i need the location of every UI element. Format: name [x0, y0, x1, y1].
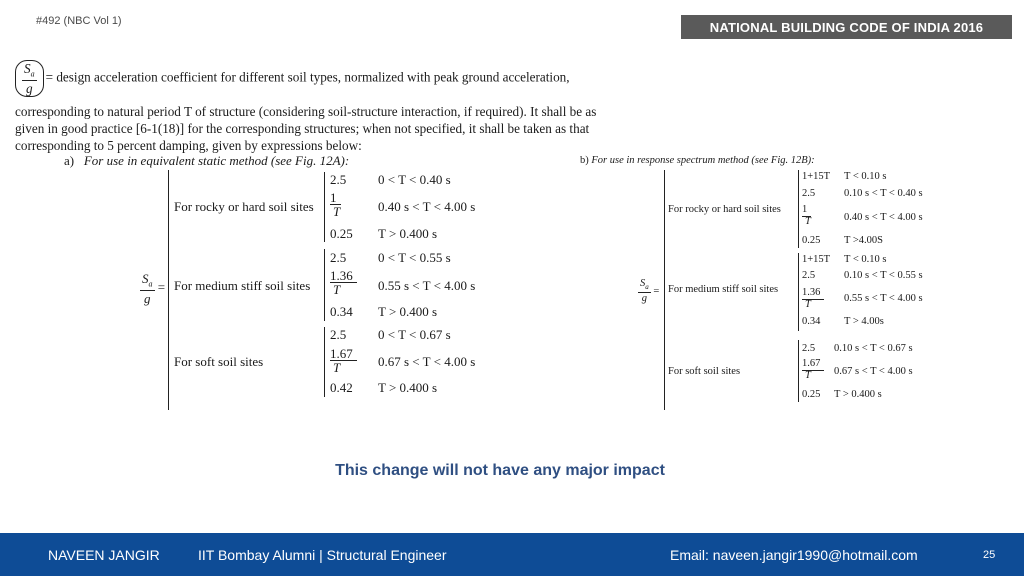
b-soft-cond-3: T > 0.400 s: [834, 389, 882, 400]
a-soft-cond-3: T > 0.400 s: [378, 380, 438, 395]
b-soft-cond-1: 0.10 s < T < 0.67 s: [834, 343, 913, 354]
a-medium-cond-1: 0 < T < 0.55 s: [378, 250, 451, 265]
page-number: 25: [983, 549, 996, 561]
section-b-label-rocky: For rocky or hard soil sites: [668, 204, 781, 215]
b-rocky-coef-3: $\frac{1}{T}$: [802, 204, 811, 227]
section-a-brace-rocky: [324, 172, 325, 242]
b-soft-cond-2: 0.67 s < T < 4.00 s: [834, 366, 913, 377]
b-medium-cond-1: T < 0.10 s: [844, 254, 887, 265]
b-soft-coef-2: $\frac{1.67}{T}$: [802, 358, 824, 381]
b-rocky-cond-3: 0.40 s < T < 4.00 s: [844, 212, 923, 223]
definition-paragraph: [15, 60, 615, 154]
section-a-brace-medium: [324, 249, 325, 321]
b-soft-coef-3: 0.25: [802, 389, 821, 400]
a-soft-coef-1: 2.5: [330, 327, 347, 342]
a-medium-cond-2: 0.55 s < T < 4.00 s: [378, 278, 476, 293]
section-b-label-medium: For medium stiff soil sites: [668, 284, 779, 295]
b-medium-cond-4: T > 4.00s: [844, 316, 884, 327]
a-medium-cond-3: T > 0.400 s: [378, 304, 438, 319]
b-rocky-coef-1: 1+15T: [802, 171, 831, 182]
a-rocky-coef-1: 2.5: [330, 172, 347, 187]
a-rocky-cond-3: T > 0.400 s: [378, 226, 438, 241]
section-a-label-medium: For medium stiff soil sites: [174, 278, 311, 293]
author-name: NAVEEN JANGIR: [48, 547, 160, 563]
a-medium-coef-3: 0.34: [330, 304, 353, 319]
a-medium-coef-1: 2.5: [330, 250, 347, 265]
definition-line1: = design acceleration coefficient for different soil types, normalized with peak ground acceleration,: [45, 69, 570, 85]
section-b-brace-medium: [798, 253, 799, 331]
b-rocky-cond-1: T < 0.10 s: [844, 171, 887, 182]
a-rocky-cond-2: 0.40 s < T < 4.00 s: [378, 199, 476, 214]
a-soft-cond-1: 0 < T < 0.67 s: [378, 327, 451, 342]
b-medium-coef-1: 1+15T: [802, 254, 831, 265]
section-b-brace-soft: [798, 340, 799, 402]
slide-reference: #492 (NBC Vol 1): [36, 15, 122, 27]
author-role: IIT Bombay Alumni | Structural Engineer: [198, 547, 447, 563]
section-a-label-soft: For soft soil sites: [174, 354, 264, 369]
code-title-badge: NATIONAL BUILDING CODE OF INDIA 2016: [681, 15, 1012, 39]
section-b-heading: b) For use in response spectrum method (see Fig. 12B):: [580, 155, 815, 166]
b-rocky-coef-4: 0.25: [802, 235, 821, 246]
definition-rest: corresponding to natural period T of structure (considering soil-structure interaction, if required). It shall be as given in good practice [6-1(18)] for the corresponding structures; when not specified, it shall be taken as that corresponding to 5 percent damping, given by expressions below:: [15, 103, 597, 153]
b-rocky-cond-2: 0.10 s < T < 0.40 s: [844, 188, 923, 199]
author-email: Email: naveen.jangir1990@hotmail.com: [670, 547, 918, 563]
section-b-main-brace: [664, 170, 665, 410]
section-a-main-brace: [168, 170, 169, 410]
a-soft-cond-2: 0.67 s < T < 4.00 s: [378, 354, 476, 369]
a-medium-coef-2: $\frac{1.36}{T}$: [330, 268, 357, 296]
section-a-lhs: $\frac{S_a}{g}$ =: [142, 271, 166, 306]
a-rocky-coef-3: 0.25: [330, 226, 353, 241]
a-soft-coef-3: 0.42: [330, 380, 353, 395]
b-medium-coef-3: $\frac{1.36}{T}$: [802, 287, 824, 310]
b-rocky-cond-4: T >4.00S: [844, 235, 883, 246]
footer-bar: [0, 533, 1024, 576]
section-a-brace-soft: [324, 327, 325, 397]
b-rocky-coef-2: 2.5: [802, 188, 816, 199]
impact-note: This change will not have any major impact: [335, 462, 665, 479]
section-b-lhs: $\frac{S_a}{g}$ =: [640, 278, 660, 305]
section-a-heading: a) For use in equivalent static method (see Fig. 12A):: [64, 153, 350, 168]
section-a-label-rocky: For rocky or hard soil sites: [174, 199, 314, 214]
b-medium-coef-2: 2.5: [802, 270, 816, 281]
b-soft-coef-1: 2.5: [802, 343, 816, 354]
b-medium-cond-2: 0.10 s < T < 0.55 s: [844, 270, 923, 281]
a-rocky-cond-1: 0 < T < 0.40 s: [378, 172, 451, 187]
b-medium-coef-4: 0.34: [802, 316, 821, 327]
section-b-brace-rocky: [798, 170, 799, 248]
a-rocky-coef-2: $\frac{1}{T}$: [330, 190, 341, 219]
sa-g-symbol: $\frac{S_a}{g}$: [15, 60, 44, 97]
section-b-label-soft: For soft soil sites: [668, 366, 741, 377]
a-soft-coef-2: $\frac{1.67}{T}$: [330, 346, 357, 374]
b-medium-cond-3: 0.55 s < T < 4.00 s: [844, 293, 923, 304]
